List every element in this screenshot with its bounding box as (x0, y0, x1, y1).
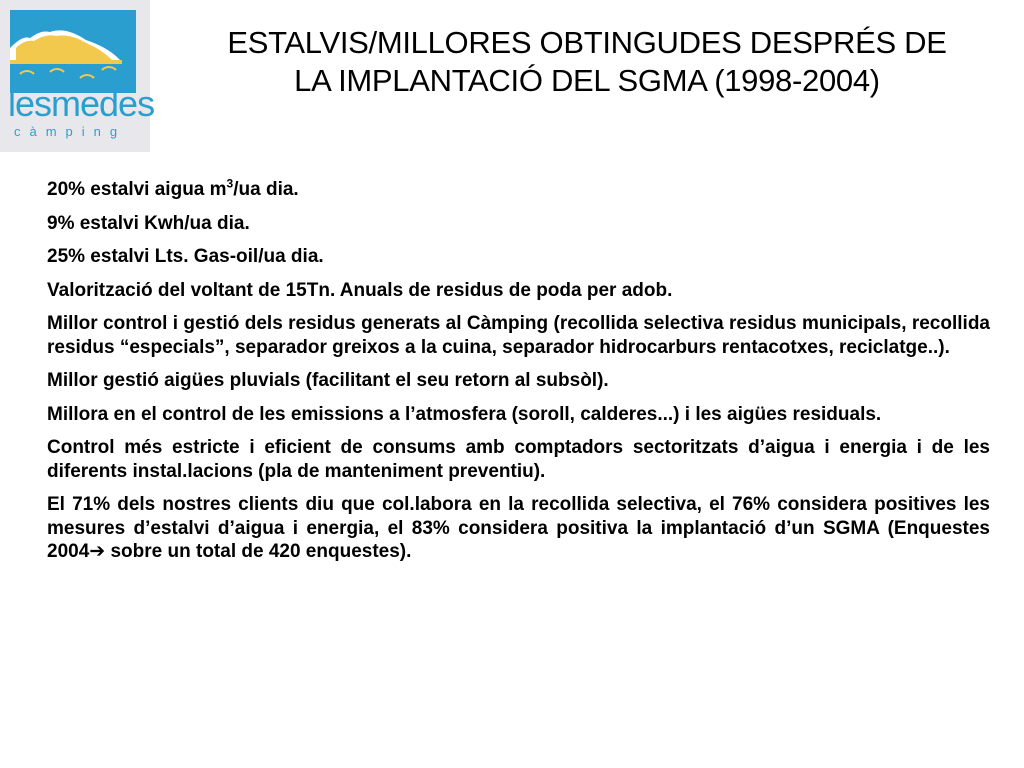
results-list (47, 178, 990, 574)
water-saving-text: 20% estalvi aigua m (47, 179, 227, 200)
list-item: 9% estalvi Kwh/ua dia. (47, 212, 250, 234)
coast-illustration-icon (10, 10, 136, 93)
list-item: 25% estalvi Lts. Gas-oil/ua dia. (47, 246, 324, 267)
list-item (47, 493, 990, 564)
list-item: Millor gestió aigües pluvials (facilitant el seu retorn al subsòl). (47, 370, 609, 391)
arrow-right-icon: ➔ (89, 541, 106, 562)
title-line-1: ESTALVIS/MILLORES OBTINGUDES DESPRÉS DE (227, 25, 947, 60)
title-line-2: LA IMPLANTACIÓ DEL SGMA (1998-2004) (294, 63, 880, 98)
page-title (170, 24, 1004, 100)
water-saving-unit: /ua dia. (233, 179, 299, 200)
list-item: Valorització del voltant de 15Tn. Anuals de residus de poda per adob. (47, 279, 673, 301)
logo-wordmark: lesmedes (8, 83, 155, 124)
camping-logo (0, 0, 155, 152)
survey-text: El 71% dels nostres clients diu que col.labora en la recollida selectiva, el 76% considera positives les mesures d’estalvi d’aigua i energia, el 83% considera positiva la implantació d’un SGMA (Enquestes 2004 (47, 494, 990, 562)
list-item: Millor control i gestió dels residus generats al Càmping (recollida selectiva residus municipals, recollida residus “especials”, separador greixos a la cuina, separador hidrocarburs rentacotxes, reciclatge..). (47, 313, 990, 358)
logo-tagline: càmping (14, 124, 127, 139)
survey-text-end: sobre un total de 420 enquestes). (105, 541, 412, 562)
list-item: Millora en el control de les emissions a l’atmosfera (soroll, calderes...) i les aigües residuals. (47, 403, 882, 425)
list-item: Control més estricte i eficient de consums amb comptadors sectoritzats d’aigua i energia i de les diferents instal.lacions (pla de manteniment preventiu). (47, 437, 990, 482)
list-item (47, 178, 990, 202)
cubic-superscript: 3 (226, 176, 234, 191)
